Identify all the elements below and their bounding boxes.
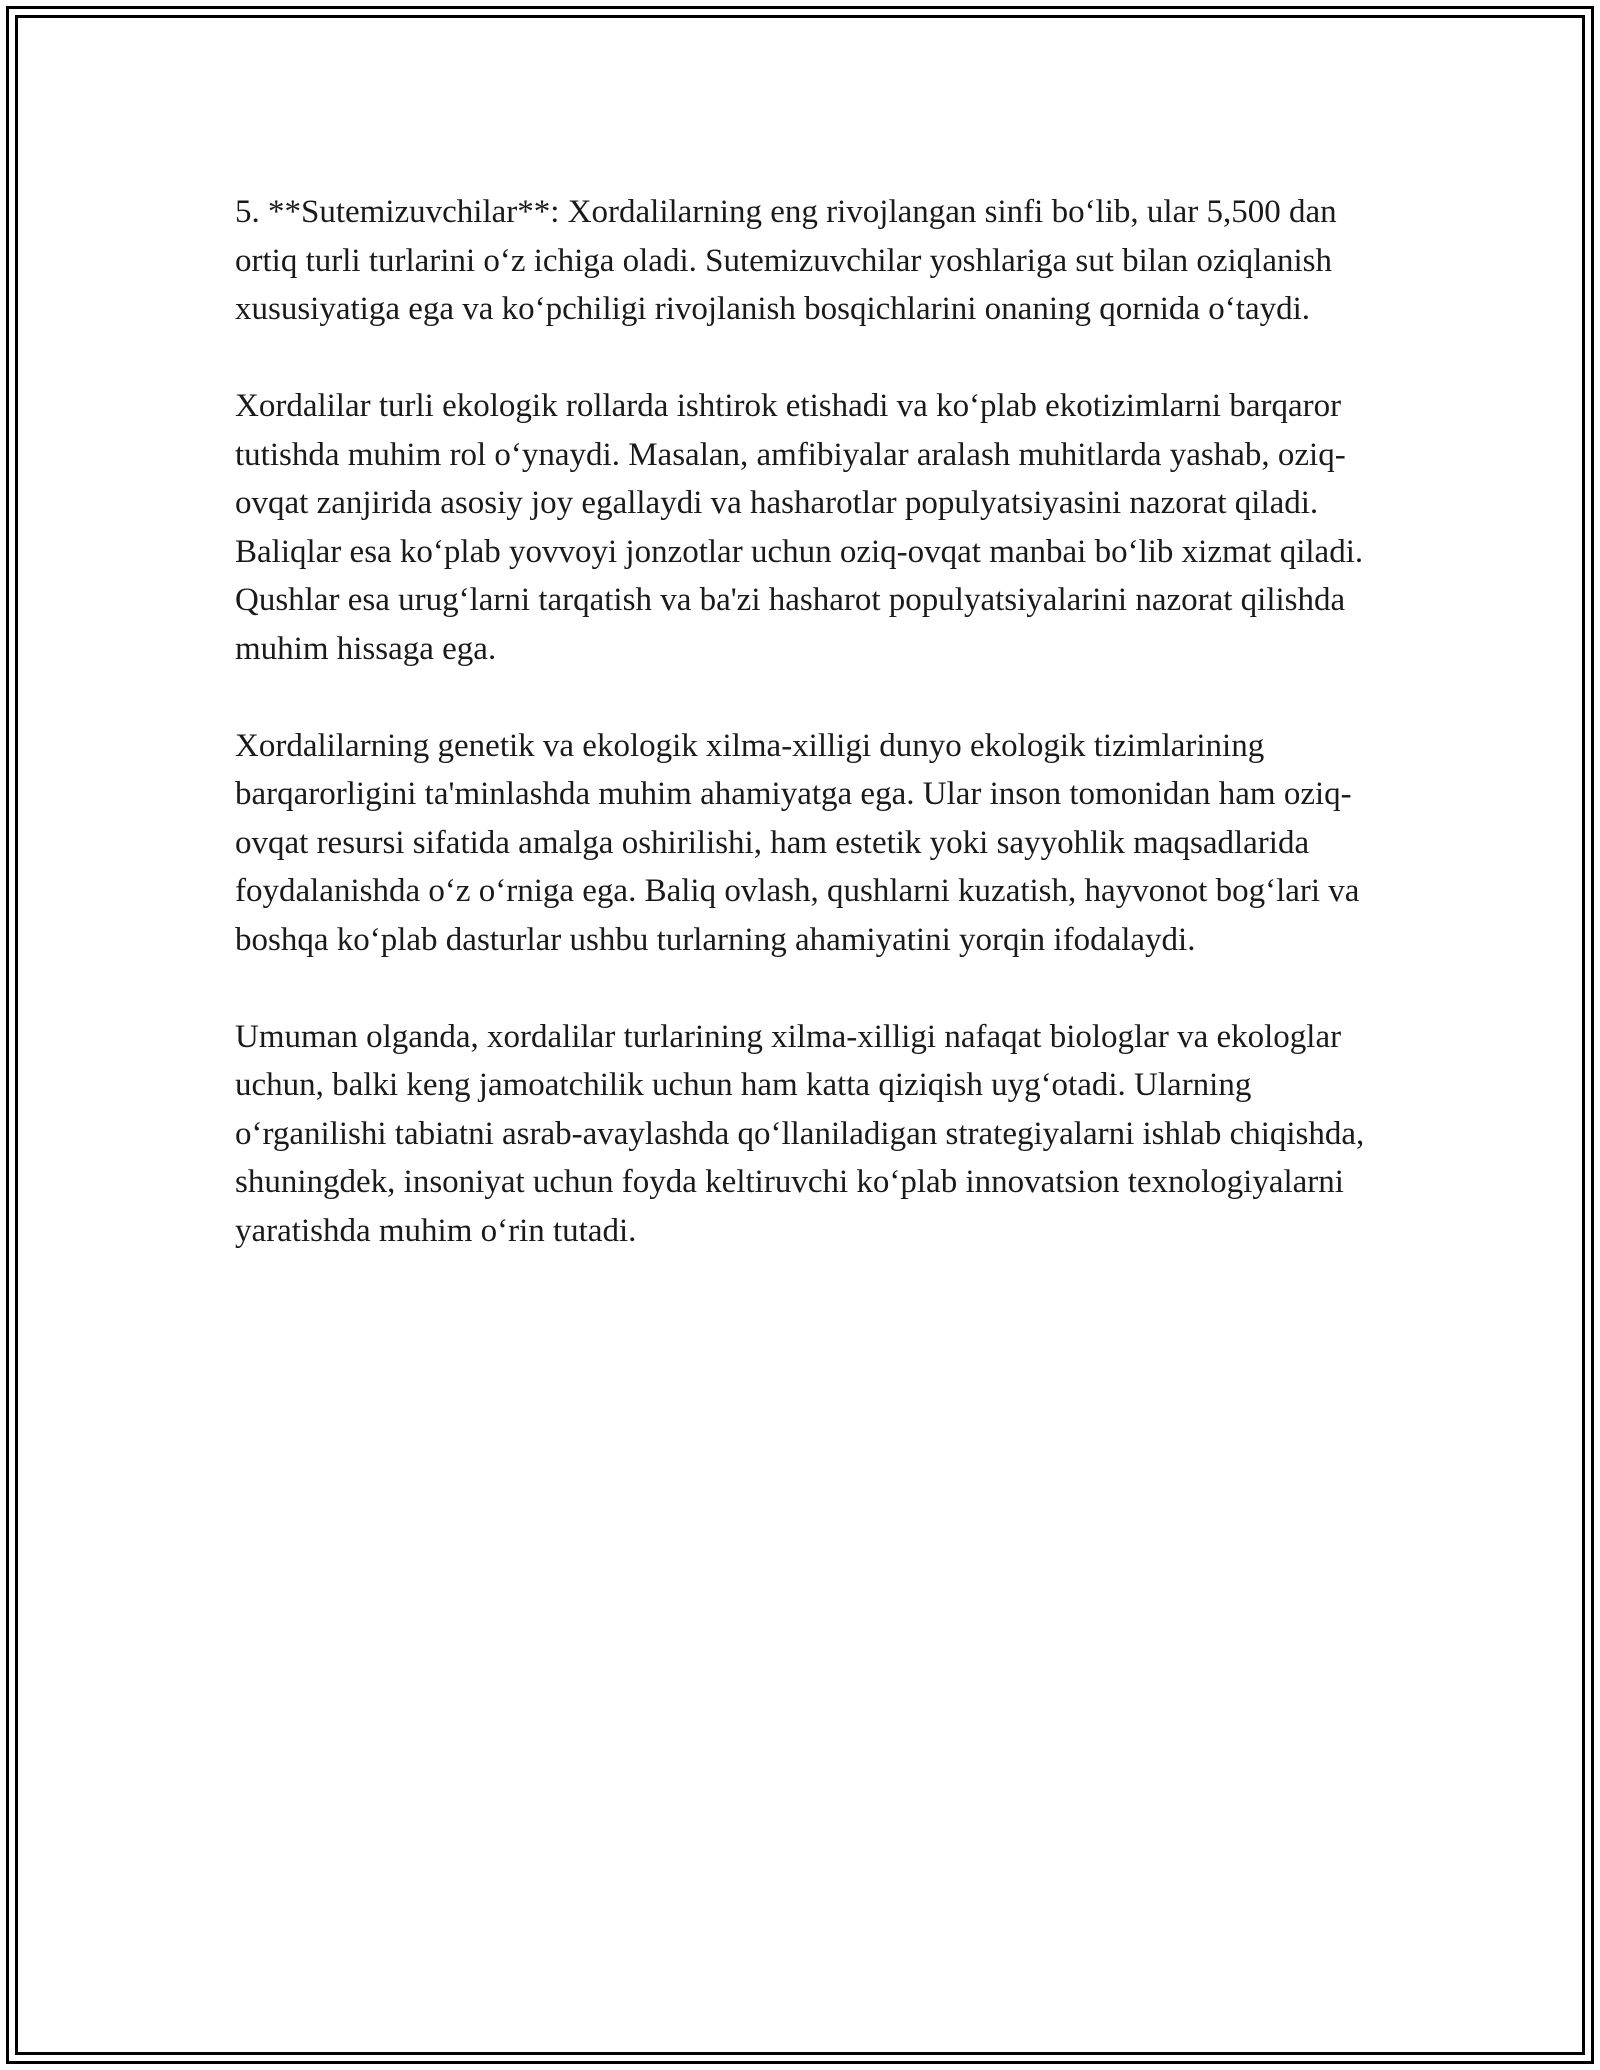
paragraph-conclusion: Umuman olganda, xordalilar turlarining xilma-xilligi nafaqat biologlar va ekologlar uchun, balki keng jamoatchilik uchun ham katta qiziqish uyg‘otadi. Ularning o‘rganilishi tabiatni asrab-avaylashda qo‘llaniladigan strategiyalarni ishlab chiqishda, shuningdek, insoniyat uchun foyda keltiruvchi ko‘plab innovatsion texnologiyalarni yaratishda muhim o‘rin tutadi. [235,1018,1365,1249]
document-body [235,188,1395,1255]
paragraph-ecological-roles: Xordalilar turli ekologik rollarda ishtirok etishadi va ko‘plab ekotizimlarni barqaror tutishda muhim rol o‘ynaydi. Masalan, amfibiyalar aralash muhitlarda yashab, oziq-ovqat zanjirida asosiy joy egallaydi va hasharotlar populyatsiyasini nazorat qiladi. Baliqlar esa ko‘plab yovvoyi jonzotlar uchun oziq-ovqat manbai bo‘lib xizmat qiladi. Qushlar esa urug‘larni tarqatish va ba'zi hasharot populyatsiyalarini nazorat qilishda muhim hissaga ega. [235,388,1364,667]
paragraph-mammals: 5. **Sutemizuvchilar**: Xordalilarning eng rivojlangan sinfi bo‘lib, ular 5,500 dan ortiq turli turlarini o‘z ichiga oladi. Sutemizuvchilar yoshlariga sut bilan oziqlanish xususiyatiga ega va ko‘pchiligi rivojlanish bosqichlarini onaning qornida o‘taydi. [235,194,1337,327]
paragraph-diversity-importance: Xordalilarning genetik va ekologik xilma-xilligi dunyo ekologik tizimlarining barqarorligini ta'minlashda muhim ahamiyatga ega. Ular inson tomonidan ham oziq-ovqat resursi sifatida amalga oshirilishi, ham estetik yoki sayyohlik maqsadlarida foydalanishda o‘z o‘rniga ega. Baliq ovlash, qushlarni kuzatish, hayvonot bog‘lari va boshqa ko‘plab dasturlar ushbu turlarning ahamiyatini yorqin ifodalaydi. [235,727,1360,958]
